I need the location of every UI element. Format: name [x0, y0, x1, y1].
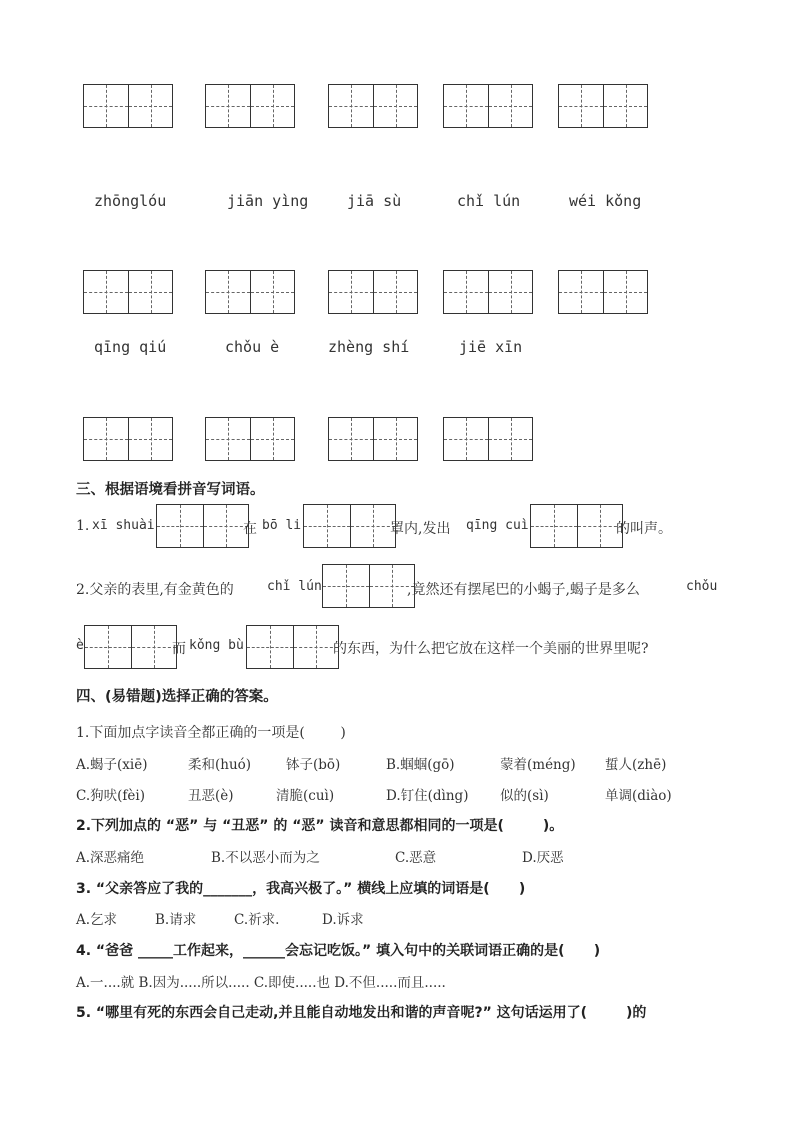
s4-q4-stem: 4. “爸爸 _____工作起来，______会忘记吃饭。” 填入句中的关联词语正确的是( ) — [76, 943, 601, 959]
s3-q2-pinyin-3: è — [76, 638, 84, 653]
s3-q2-pinyin-4: kǒng bù — [189, 638, 244, 653]
s4-q1-option-c[interactable]: C.狗吠(fèi) — [76, 788, 145, 804]
s4-q1-option-a[interactable]: A.蝎子(xiē) — [76, 757, 148, 773]
char-grid[interactable] — [83, 417, 173, 461]
char-grid[interactable] — [83, 84, 173, 128]
s3-q2-text-3: 而 — [172, 641, 186, 657]
s4-q1-option-c-word: 清脆(cuì) — [276, 788, 335, 804]
s4-q1-option-a-word: 柔和(huó) — [188, 757, 252, 773]
section-3-title: 三、根据语境看拼音写词语。 — [76, 482, 265, 498]
char-grid[interactable] — [443, 270, 533, 314]
pinyin-label: zhōnglóu — [94, 192, 167, 210]
pinyin-label: jiān yìng — [227, 192, 309, 210]
s4-q3-option-d[interactable]: D.诉求 — [322, 912, 364, 928]
answer-grid[interactable] — [530, 504, 623, 548]
s3-q2-text-4: 的东西，为什么把它放在这样一个美丽的世界里呢? — [333, 641, 649, 657]
s3-q1-pinyin-3: qīng cuì — [466, 518, 529, 533]
s3-q2-text-1: 2.父亲的表里,有金黄色的 — [76, 582, 234, 598]
s4-q2-option-d[interactable]: D.厌恶 — [522, 850, 564, 866]
s4-q1-stem: 1.下面加点字读音全都正确的一项是( ) — [76, 725, 346, 741]
s3-q1-text-1: 在 — [243, 521, 257, 537]
pinyin-label: wéi kǒng — [569, 192, 642, 210]
s3-q1-pinyin-2: bō li — [262, 518, 302, 533]
char-grid[interactable] — [328, 417, 418, 461]
s4-q1-option-b-word: 蒙着(méng) — [500, 757, 576, 773]
char-grid[interactable] — [328, 84, 418, 128]
s4-q3-option-b[interactable]: B.请求 — [155, 912, 197, 928]
s4-q1-option-c-word: 丑恶(è) — [188, 788, 234, 804]
s4-q2-option-a[interactable]: A.深恶痛绝 — [76, 850, 145, 866]
section-4-title: 四、(易错题)选择正确的答案。 — [76, 689, 278, 705]
s4-q1-option-d-word: 似的(sì) — [500, 788, 549, 804]
char-grid[interactable] — [558, 270, 648, 314]
pinyin-label: chǐ lún — [457, 192, 521, 210]
pinyin-label: qīng qiú — [94, 338, 167, 356]
s4-q3-option-a[interactable]: A.乞求 — [76, 912, 118, 928]
s4-q1-option-d[interactable]: D.钉住(dìng) — [386, 788, 469, 804]
s4-q1-option-b[interactable]: B.蝈蝈(gō) — [386, 757, 455, 773]
s4-q3-stem: 3. “父亲答应了我的_______，我高兴极了。” 横线上应填的词语是( ) — [76, 881, 526, 897]
char-grid[interactable] — [328, 270, 418, 314]
char-grid[interactable] — [443, 417, 533, 461]
s3-q2-pinyin-2: chǒu — [686, 579, 718, 594]
char-grid[interactable] — [443, 84, 533, 128]
s4-q2-stem: 2.下列加点的 “恶” 与 “丑恶” 的 “恶” 读音和意思都相同的一项是( )。 — [76, 818, 564, 834]
s4-q1-option-a-word: 钵子(bō) — [286, 757, 341, 773]
s4-q5-stem: 5. “哪里有死的东西会自己走动,并且能自动地发出和谐的声音呢?” 这句话运用了( )的 — [76, 1005, 647, 1021]
answer-grid[interactable] — [303, 504, 396, 548]
answer-grid[interactable] — [246, 625, 339, 669]
s3-q1-number: 1. — [76, 518, 90, 534]
s4-q1-option-d-word: 单调(diào) — [605, 788, 672, 804]
s3-q1-text-3: 的叫声。 — [616, 521, 672, 537]
char-grid[interactable] — [83, 270, 173, 314]
s4-q1-option-b-word: 蜇人(zhē) — [605, 757, 667, 773]
pinyin-label: jiē xīn — [459, 338, 523, 356]
char-grid[interactable] — [205, 270, 295, 314]
s4-q4-options[interactable]: A.一....就 B.因为.....所以..... C.即使.....也 D.不但.....而且..... — [76, 975, 446, 991]
char-grid[interactable] — [558, 84, 648, 128]
s4-q2-option-b[interactable]: B.不以恶小而为之 — [211, 850, 320, 866]
pinyin-label: zhèng shí — [328, 338, 410, 356]
answer-grid[interactable] — [84, 625, 177, 669]
answer-grid[interactable] — [322, 564, 415, 608]
s3-q2-text-2: ,竟然还有摆尾巴的小蝎子,蝎子是多么 — [407, 582, 640, 598]
pinyin-label: jiā sù — [347, 192, 402, 210]
char-grid[interactable] — [205, 417, 295, 461]
s3-q2-pinyin-1: chǐ lún — [267, 579, 322, 594]
pinyin-label: chǒu è — [225, 338, 280, 356]
s3-q1-text-2: 罩内,发出 — [390, 521, 451, 537]
char-grid[interactable] — [205, 84, 295, 128]
s4-q3-option-c[interactable]: C.祈求. — [234, 912, 280, 928]
answer-grid[interactable] — [156, 504, 249, 548]
s4-q2-option-c[interactable]: C.恶意 — [395, 850, 437, 866]
s3-q1-pinyin-1: xī shuài — [92, 518, 155, 533]
